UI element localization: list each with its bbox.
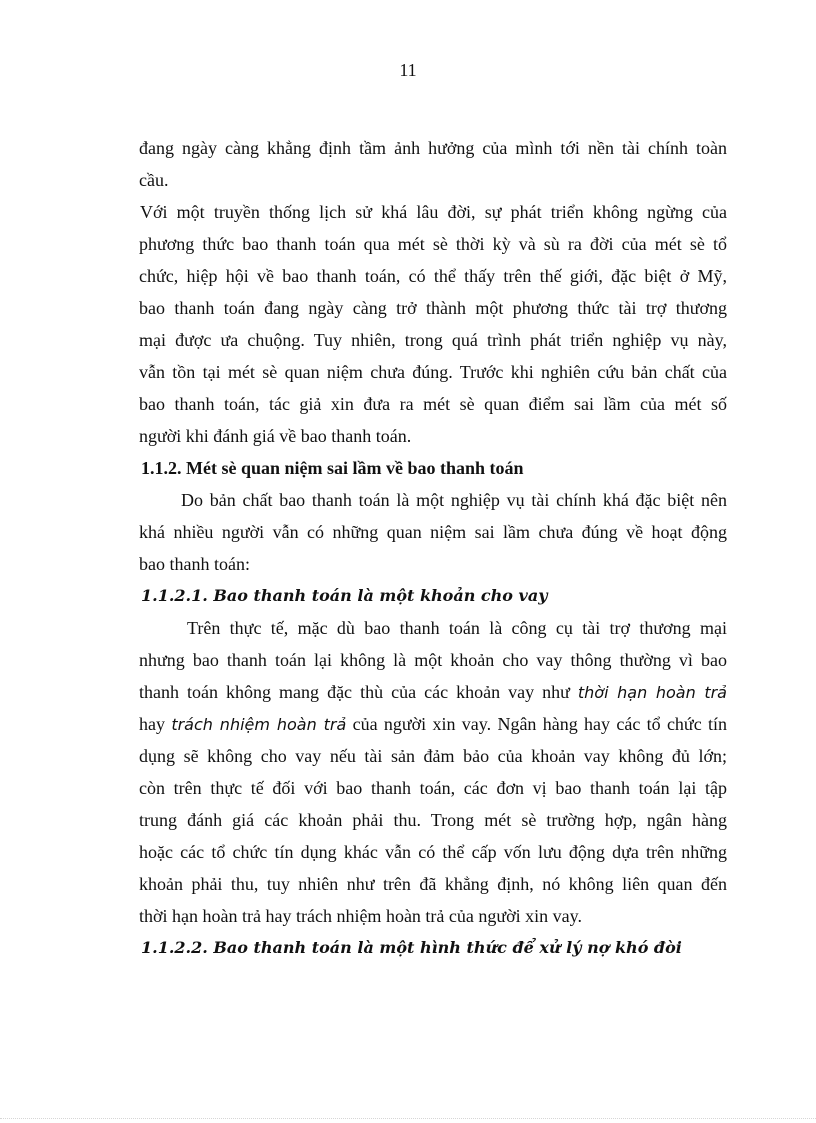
emphasis-text: trách nhiệm hoàn trả: [171, 715, 347, 734]
text-line: đang ngày càng khẳng định tầm ảnh hưởng của mình tới nền tài chính toàn: [139, 138, 727, 158]
paragraph: [139, 612, 727, 932]
text-line: bao thanh toán đang ngày càng trở thành một phương thức tài trợ thương: [139, 298, 727, 318]
text-line: [139, 676, 727, 708]
text-line: hoặc các tổ chức tín dụng khác vẫn có thể cấp vốn lưu động dựa trên những: [139, 842, 727, 862]
text-line: nhưng bao thanh toán lại không là một khoản cho vay thông thường vì bao: [139, 650, 727, 670]
text-line: cầu.: [139, 170, 169, 190]
text-line: Trên thực tế, mặc dù bao thanh toán là công cụ tài trợ thương mại: [187, 618, 727, 638]
paragraph: [139, 484, 727, 580]
section-heading: 1.1.2. Mét sè quan niệm sai lầm về bao thanh toán: [141, 458, 524, 478]
text-line: bao thanh toán, tác giả xin đưa ra mét sè quan điểm sai lầm của mét số: [139, 394, 727, 414]
text-line: dụng sẽ không cho vay nếu tài sản đảm bảo của khoản vay không đủ lớn;: [139, 746, 727, 766]
paragraph: [139, 196, 727, 452]
text-line: chức, hiệp hội về bao thanh toán, có thể thấy trên thế giới, đặc biệt ở Mỹ,: [139, 266, 727, 286]
text-line: phương thức bao thanh toán qua mét sè thời kỳ và sù ra đời của mét sè tổ: [139, 234, 727, 254]
text-line: vẫn tồn tại mét sè quan niệm chưa đúng. Trước khi nghiên cứu bản chất của: [139, 362, 727, 382]
text-line: Do bản chất bao thanh toán là một nghiệp vụ tài chính khá đặc biệt nên: [181, 490, 727, 510]
text-line: trung đánh giá các khoản phải thu. Trong mét sè trường hợp, ngân hàng: [139, 810, 727, 830]
text-line: còn trên thực tế đối với bao thanh toán, các đơn vị bao thanh toán lại tập: [139, 778, 727, 798]
text-line: khoản phải thu, tuy nhiên như trên đã khẳng định, nó không liên quan đến: [139, 874, 727, 894]
text-line: Với một truyền thống lịch sử khá lâu đời, sự phát triển không ngừng của: [140, 202, 727, 222]
document-body: [139, 132, 727, 964]
emphasis-text: thời hạn hoàn trả: [577, 683, 727, 702]
text-line: người khi đánh giá về bao thanh toán.: [139, 426, 412, 446]
text-line: bao thanh toán:: [139, 554, 250, 574]
text-line: thời hạn hoàn trả hay trách nhiệm hoàn trả của người xin vay.: [139, 906, 582, 926]
text-line: mại được ưa chuộng. Tuy nhiên, trong quá trình phát triển nghiệp vụ này,: [139, 330, 727, 350]
text-line: khá nhiều người vẫn có những quan niệm sai lầm chưa đúng về hoạt động: [139, 522, 727, 542]
text-run: của người xin vay. Ngân hàng hay các tổ chức tín: [346, 714, 727, 734]
text-line: [139, 708, 727, 740]
text-run: thanh toán không mang đặc thù của các khoản vay như: [139, 682, 578, 702]
subsection-heading: 1.1.2.1. Bao thanh toán là một khoản cho vay: [141, 586, 548, 605]
page-number: 11: [399, 60, 417, 80]
paragraph: [139, 132, 727, 196]
text-run: hay: [139, 714, 172, 734]
page-bottom-divider: [0, 1118, 816, 1119]
subsection-heading: 1.1.2.2. Bao thanh toán là một hình thức để xử lý nợ khó đòi: [141, 938, 682, 957]
